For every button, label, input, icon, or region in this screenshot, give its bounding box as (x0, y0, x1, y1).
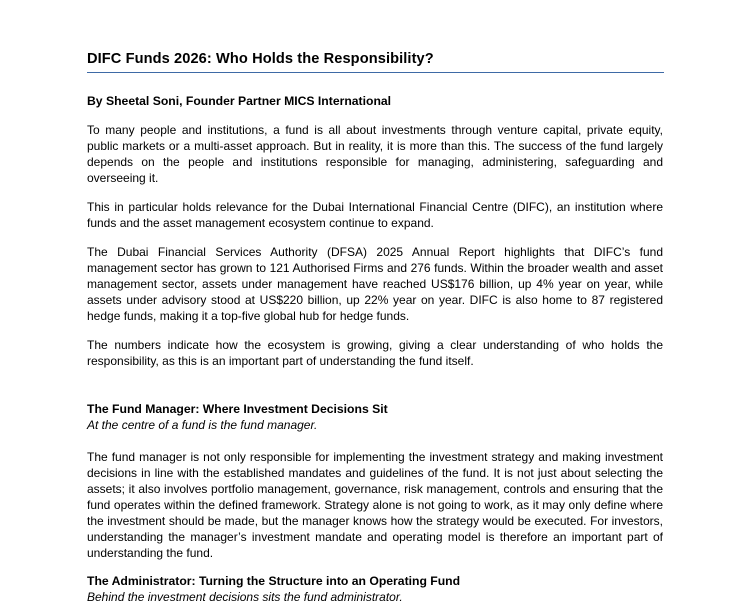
intro-paragraph-2: This in particular holds relevance for the Dubai International Financial Centre (DIFC), an institution where funds and the asset management ecosystem continue to expand. (87, 200, 663, 230)
section-body-fund-manager: The fund manager is not only responsible for implementing the investment strategy and making investment decisions in line with the established mandates and guidelines of the fund. It is not just about selecting the assets; it also involves portfolio management, governance, risk management, controls and ensuring that the fund operates within the defined framework. Strategy alone is not going to work, as it may only define where the investment should be made, but the manager knows how the strategy would be executed. For investors, understanding the manager’s investment mandate and operating model is therefore an important part of understanding the fund. (87, 450, 663, 560)
intro-paragraph-4: The numbers indicate how the ecosystem is growing, giving a clear understanding of who holds the responsibility, as this is an important part of understanding the fund itself. (87, 338, 663, 368)
intro-paragraph-1: To many people and institutions, a fund is all about investments through venture capital, private equity, public markets or a multi-asset approach. But in reality, it is more than this. The success of the fund largely depends on the people and institutions responsible for managing, administering, safeguarding and overseeing it. (87, 123, 663, 185)
author-byline: By Sheetal Soni, Founder Partner MICS International (87, 94, 392, 108)
title-divider (87, 72, 664, 73)
section-heading-fund-manager: The Fund Manager: Where Investment Decisions Sit (87, 402, 388, 416)
intro-paragraph-3: The Dubai Financial Services Authority (DFSA) 2025 Annual Report highlights that DIFC’s fund management sector has grown to 121 Authorised Firms and 276 funds. Within the broader wealth and asset management sector, assets under management have reached US$176 billion, up 4% year on year, while assets under advisory stood at US$220 billion, up 22% year on year. DIFC is also home to 87 registered hedge funds, making it a top-five global hub for hedge funds. (87, 245, 663, 323)
section-subheading-administrator: Behind the investment decisions sits the fund administrator. (87, 590, 403, 604)
document-title: DIFC Funds 2026: Who Holds the Responsibility? (87, 51, 434, 67)
section-heading-administrator: The Administrator: Turning the Structure into an Operating Fund (87, 574, 461, 588)
section-subheading-fund-manager: At the centre of a fund is the fund manager. (87, 418, 318, 432)
